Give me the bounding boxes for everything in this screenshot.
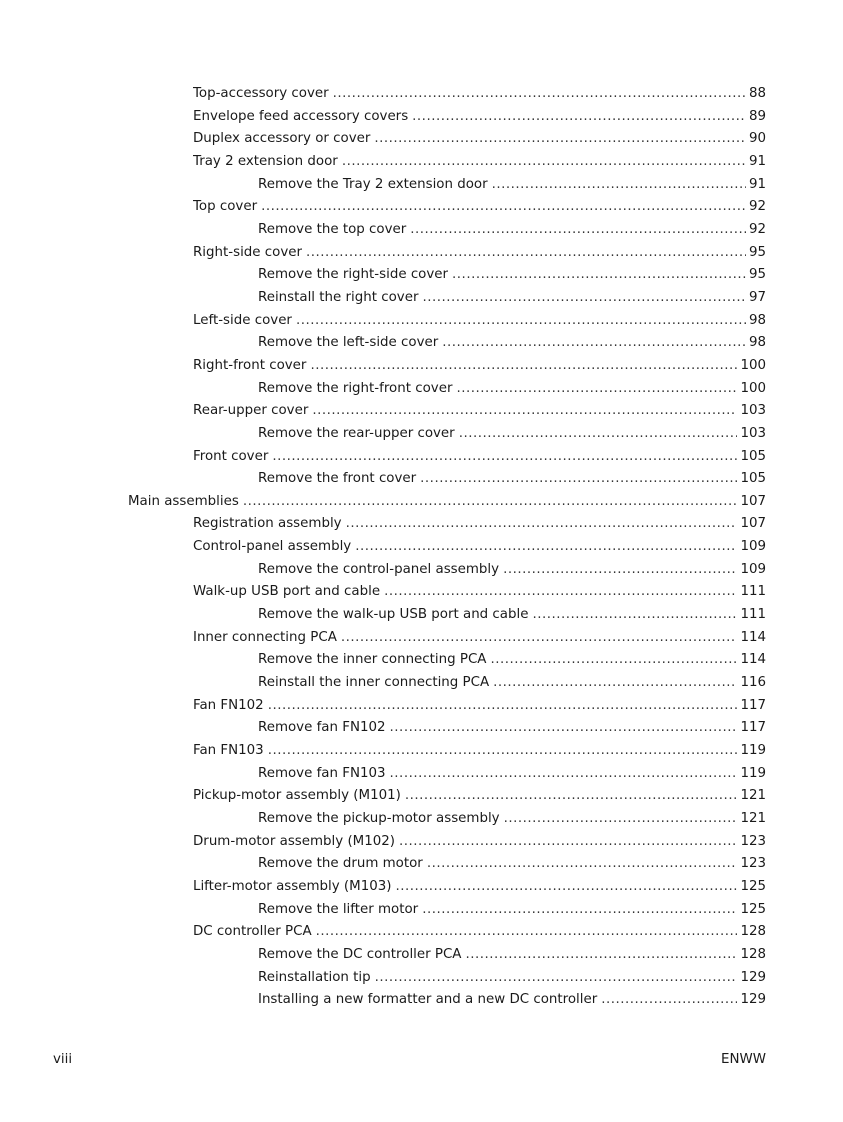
toc-entry[interactable] <box>0 718 843 741</box>
toc-entry[interactable] <box>0 809 843 832</box>
toc-entry-content <box>193 514 766 534</box>
toc-entry-title: Remove the lifter motor <box>258 901 419 917</box>
toc-entry-page-number: 92 <box>748 199 766 215</box>
toc-entry[interactable] <box>0 175 843 198</box>
toc-entry[interactable] <box>0 424 843 447</box>
toc-entry-page-number: 129 <box>740 992 766 1008</box>
toc-entry-title: Front cover <box>193 448 269 464</box>
toc-entry[interactable] <box>0 764 843 787</box>
toc-entry-page-number: 88 <box>748 86 766 101</box>
toc-entry-page-number: 89 <box>748 108 766 124</box>
toc-entry-title: Remove the inner connecting PCA <box>258 652 487 668</box>
table-of-contents <box>0 84 843 1013</box>
toc-entry-page-number: 119 <box>740 765 766 781</box>
toc-entry-content <box>258 968 766 988</box>
toc-dot-leader <box>268 696 738 716</box>
toc-entry-page-number: 129 <box>740 969 766 985</box>
toc-entry[interactable] <box>0 220 843 243</box>
footer-page-number: viii <box>53 1052 73 1067</box>
toc-dot-leader <box>601 990 737 1010</box>
toc-entry-content <box>258 560 766 580</box>
toc-entry-content <box>193 401 766 421</box>
toc-entry[interactable] <box>0 469 843 492</box>
toc-entry-page-number: 90 <box>748 131 766 147</box>
toc-entry[interactable] <box>0 650 843 673</box>
toc-entry-title: Remove the walk-up USB port and cable <box>258 607 529 623</box>
toc-entry-content <box>258 424 766 444</box>
toc-entry-page-number: 109 <box>740 561 766 577</box>
toc-entry[interactable] <box>0 786 843 809</box>
toc-entry[interactable] <box>0 628 843 651</box>
toc-entry-content <box>258 718 766 738</box>
toc-entry-page-number: 111 <box>740 607 766 623</box>
toc-entry-title: Remove the control-panel assembly <box>258 561 500 577</box>
toc-dot-leader <box>504 809 738 829</box>
toc-entry-content <box>193 537 766 557</box>
toc-entry-content <box>193 197 766 217</box>
toc-dot-leader <box>310 356 737 376</box>
toc-entry-content <box>193 628 766 648</box>
toc-dot-leader <box>375 968 738 988</box>
toc-dot-leader <box>395 877 737 897</box>
toc-entry-content <box>193 243 766 263</box>
toc-dot-leader <box>268 741 738 761</box>
toc-entry-title: Drum-motor assembly (M102) <box>193 833 396 849</box>
toc-entry-title: DC controller PCA <box>193 924 312 940</box>
toc-entry-title: Remove the right-side cover <box>258 267 449 283</box>
toc-entry-title: Remove the drum motor <box>258 856 423 872</box>
toc-dot-leader <box>333 84 746 104</box>
toc-entry[interactable] <box>0 356 843 379</box>
toc-entry-page-number: 125 <box>740 901 766 917</box>
toc-dot-leader <box>272 447 737 467</box>
toc-entry-content <box>193 922 766 942</box>
toc-entry-page-number: 95 <box>748 244 766 260</box>
toc-dot-leader <box>492 175 746 195</box>
toc-entry-content <box>258 764 766 784</box>
toc-entry-title: Remove the rear-upper cover <box>258 425 455 441</box>
toc-entry-page-number: 92 <box>748 221 766 237</box>
toc-entry-content <box>193 129 766 149</box>
toc-entry-title: Walk-up USB port and cable <box>193 584 381 600</box>
toc-entry-title: Installing a new formatter and a new DC controller <box>258 992 598 1008</box>
toc-entry-title: Right-side cover <box>193 244 303 260</box>
toc-dot-leader <box>390 764 738 784</box>
toc-entry-title: Envelope feed accessory covers <box>193 108 409 124</box>
toc-entry-content <box>258 900 766 920</box>
toc-entry-content <box>193 832 766 852</box>
toc-entry-page-number: 121 <box>740 811 766 826</box>
toc-entry[interactable] <box>0 854 843 877</box>
toc-entry-title: Inner connecting PCA <box>193 629 337 645</box>
toc-entry-content <box>258 220 766 240</box>
toc-dot-leader <box>405 786 738 806</box>
toc-entry-page-number: 98 <box>748 312 766 328</box>
toc-entry[interactable] <box>0 447 843 470</box>
toc-entry-content <box>193 741 766 761</box>
toc-entry-title: Fan FN103 <box>193 743 264 759</box>
toc-entry[interactable] <box>0 990 843 1013</box>
toc-entry-content <box>258 809 766 829</box>
toc-entry-title: Remove fan FN102 <box>258 720 386 736</box>
toc-entry-page-number: 107 <box>740 516 766 532</box>
toc-dot-leader <box>374 129 746 149</box>
toc-dot-leader <box>306 243 746 263</box>
toc-entry-title: Tray 2 extension door <box>193 153 338 169</box>
toc-entry[interactable] <box>0 107 843 130</box>
toc-entry[interactable] <box>0 900 843 923</box>
toc-entry[interactable] <box>0 333 843 356</box>
toc-entry-title: Control-panel assembly <box>193 539 352 555</box>
toc-dot-leader <box>490 650 737 670</box>
toc-entry-content <box>258 990 766 1010</box>
toc-entry-title: Remove the top cover <box>258 221 407 237</box>
footer-label: ENWW <box>721 1052 766 1067</box>
toc-entry[interactable] <box>0 741 843 764</box>
toc-entry[interactable] <box>0 696 843 719</box>
toc-dot-leader <box>390 718 738 738</box>
toc-entry-content <box>258 469 766 489</box>
toc-entry[interactable] <box>0 288 843 311</box>
toc-entry-title: Registration assembly <box>193 516 342 532</box>
toc-entry-content <box>193 356 766 376</box>
toc-entry[interactable] <box>0 84 843 107</box>
toc-entry[interactable] <box>0 877 843 900</box>
toc-dot-leader <box>427 854 738 874</box>
toc-entry-content <box>193 447 766 467</box>
toc-entry-page-number: 109 <box>740 539 766 555</box>
toc-dot-leader <box>493 673 737 693</box>
toc-entry[interactable] <box>0 582 843 605</box>
toc-entry-title: Right-front cover <box>193 357 307 373</box>
toc-dot-leader <box>296 311 746 331</box>
toc-entry-page-number: 103 <box>740 403 766 419</box>
toc-dot-leader <box>384 582 737 602</box>
toc-entry-page-number: 114 <box>740 652 766 668</box>
toc-entry[interactable] <box>0 832 843 855</box>
toc-dot-leader <box>342 152 746 172</box>
toc-dot-leader <box>420 469 737 489</box>
toc-dot-leader <box>410 220 746 240</box>
toc-dot-leader <box>422 288 746 308</box>
toc-entry-page-number: 100 <box>740 380 766 396</box>
toc-entry-content <box>258 379 766 399</box>
toc-dot-leader <box>399 832 737 852</box>
toc-entry-title: Fan FN102 <box>193 697 264 713</box>
toc-entry-title: Reinstall the inner connecting PCA <box>258 675 490 691</box>
toc-entry-page-number: 128 <box>740 946 766 962</box>
toc-entry[interactable] <box>0 537 843 560</box>
toc-entry-title: Duplex accessory or cover <box>193 131 371 147</box>
toc-entry[interactable] <box>0 492 843 515</box>
toc-dot-leader <box>243 492 738 512</box>
toc-entry-title: Main assemblies <box>128 493 239 509</box>
toc-entry-page-number: 105 <box>740 448 766 464</box>
toc-entry[interactable] <box>0 605 843 628</box>
toc-entry[interactable] <box>0 401 843 424</box>
toc-dot-leader <box>459 424 738 444</box>
toc-entry-page-number: 97 <box>748 289 766 305</box>
toc-entry-content <box>193 152 766 172</box>
toc-entry-content <box>258 605 766 625</box>
toc-entry-content <box>258 945 766 965</box>
toc-entry-page-number: 116 <box>740 675 766 691</box>
toc-dot-leader <box>316 922 738 942</box>
toc-entry-content <box>258 650 766 670</box>
toc-entry-page-number: 117 <box>740 720 766 736</box>
toc-dot-leader <box>422 900 737 920</box>
toc-dot-leader <box>341 628 738 648</box>
toc-entry-title: Reinstallation tip <box>258 969 371 985</box>
toc-entry-content <box>258 288 766 308</box>
toc-entry-content <box>193 696 766 716</box>
toc-entry-page-number: 123 <box>740 856 766 872</box>
toc-dot-leader <box>532 605 737 625</box>
toc-entry-title: Remove the left-side cover <box>258 335 439 351</box>
toc-entry-content <box>193 107 766 127</box>
toc-entry-content <box>258 333 766 353</box>
toc-entry-content <box>193 311 766 331</box>
toc-entry[interactable] <box>0 922 843 945</box>
toc-entry-content <box>128 492 766 512</box>
toc-dot-leader <box>412 107 746 127</box>
toc-entry-content <box>193 84 766 104</box>
toc-entry[interactable] <box>0 379 843 402</box>
toc-entry-page-number: 95 <box>748 267 766 283</box>
toc-entry-title: Remove the pickup-motor assembly <box>258 811 500 826</box>
toc-entry-content <box>258 854 766 874</box>
toc-entry-title: Remove the DC controller PCA <box>258 946 462 962</box>
toc-entry[interactable] <box>0 197 843 220</box>
toc-dot-leader <box>456 379 737 399</box>
toc-entry-title: Top cover <box>193 199 258 215</box>
toc-entry-page-number: 128 <box>740 924 766 940</box>
toc-entry[interactable] <box>0 945 843 968</box>
toc-entry-page-number: 114 <box>740 629 766 645</box>
toc-entry[interactable] <box>0 152 843 175</box>
toc-dot-leader <box>503 560 737 580</box>
toc-entry-page-number: 103 <box>740 425 766 441</box>
toc-entry[interactable] <box>0 560 843 583</box>
toc-entry-page-number: 98 <box>748 335 766 351</box>
toc-entry-title: Top-accessory cover <box>193 86 329 101</box>
toc-entry-page-number: 111 <box>740 584 766 600</box>
toc-entry-page-number: 123 <box>740 833 766 849</box>
toc-entry-title: Pickup-motor assembly (M101) <box>193 788 401 804</box>
toc-entry[interactable] <box>0 311 843 334</box>
toc-entry[interactable] <box>0 514 843 537</box>
toc-dot-leader <box>355 537 737 557</box>
toc-entry-title: Remove the right-front cover <box>258 380 453 396</box>
toc-entry-page-number: 91 <box>748 176 766 192</box>
toc-dot-leader <box>452 265 746 285</box>
toc-entry-page-number: 117 <box>740 697 766 713</box>
toc-dot-leader <box>261 197 746 217</box>
toc-dot-leader <box>312 401 737 421</box>
toc-entry-page-number: 105 <box>740 471 766 487</box>
toc-dot-leader <box>346 514 738 534</box>
toc-entry-page-number: 125 <box>740 878 766 894</box>
toc-entry[interactable] <box>0 673 843 696</box>
toc-entry-page-number: 119 <box>740 743 766 759</box>
toc-dot-leader <box>465 945 737 965</box>
toc-entry-content <box>193 877 766 897</box>
toc-entry-content <box>193 582 766 602</box>
toc-entry-title: Left-side cover <box>193 312 292 328</box>
toc-entry-title: Rear-upper cover <box>193 403 309 419</box>
toc-entry-content <box>258 673 766 693</box>
toc-entry[interactable] <box>0 265 843 288</box>
toc-entry-title: Reinstall the right cover <box>258 289 419 305</box>
toc-entry-page-number: 121 <box>740 788 766 804</box>
toc-entry-page-number: 107 <box>740 493 766 509</box>
toc-entry-content <box>193 786 766 806</box>
toc-entry-content <box>258 265 766 285</box>
toc-entry-title: Remove the front cover <box>258 471 417 487</box>
toc-entry-title: Lifter-motor assembly (M103) <box>193 878 392 894</box>
toc-entry-content <box>258 175 766 195</box>
toc-entry[interactable] <box>0 968 843 991</box>
toc-entry-page-number: 100 <box>740 357 766 373</box>
toc-entry-title: Remove fan FN103 <box>258 765 386 781</box>
toc-dot-leader <box>442 333 746 353</box>
toc-entry[interactable] <box>0 129 843 152</box>
toc-entry-title: Remove the Tray 2 extension door <box>258 176 488 192</box>
toc-entry-page-number: 91 <box>748 153 766 169</box>
toc-entry[interactable] <box>0 243 843 266</box>
